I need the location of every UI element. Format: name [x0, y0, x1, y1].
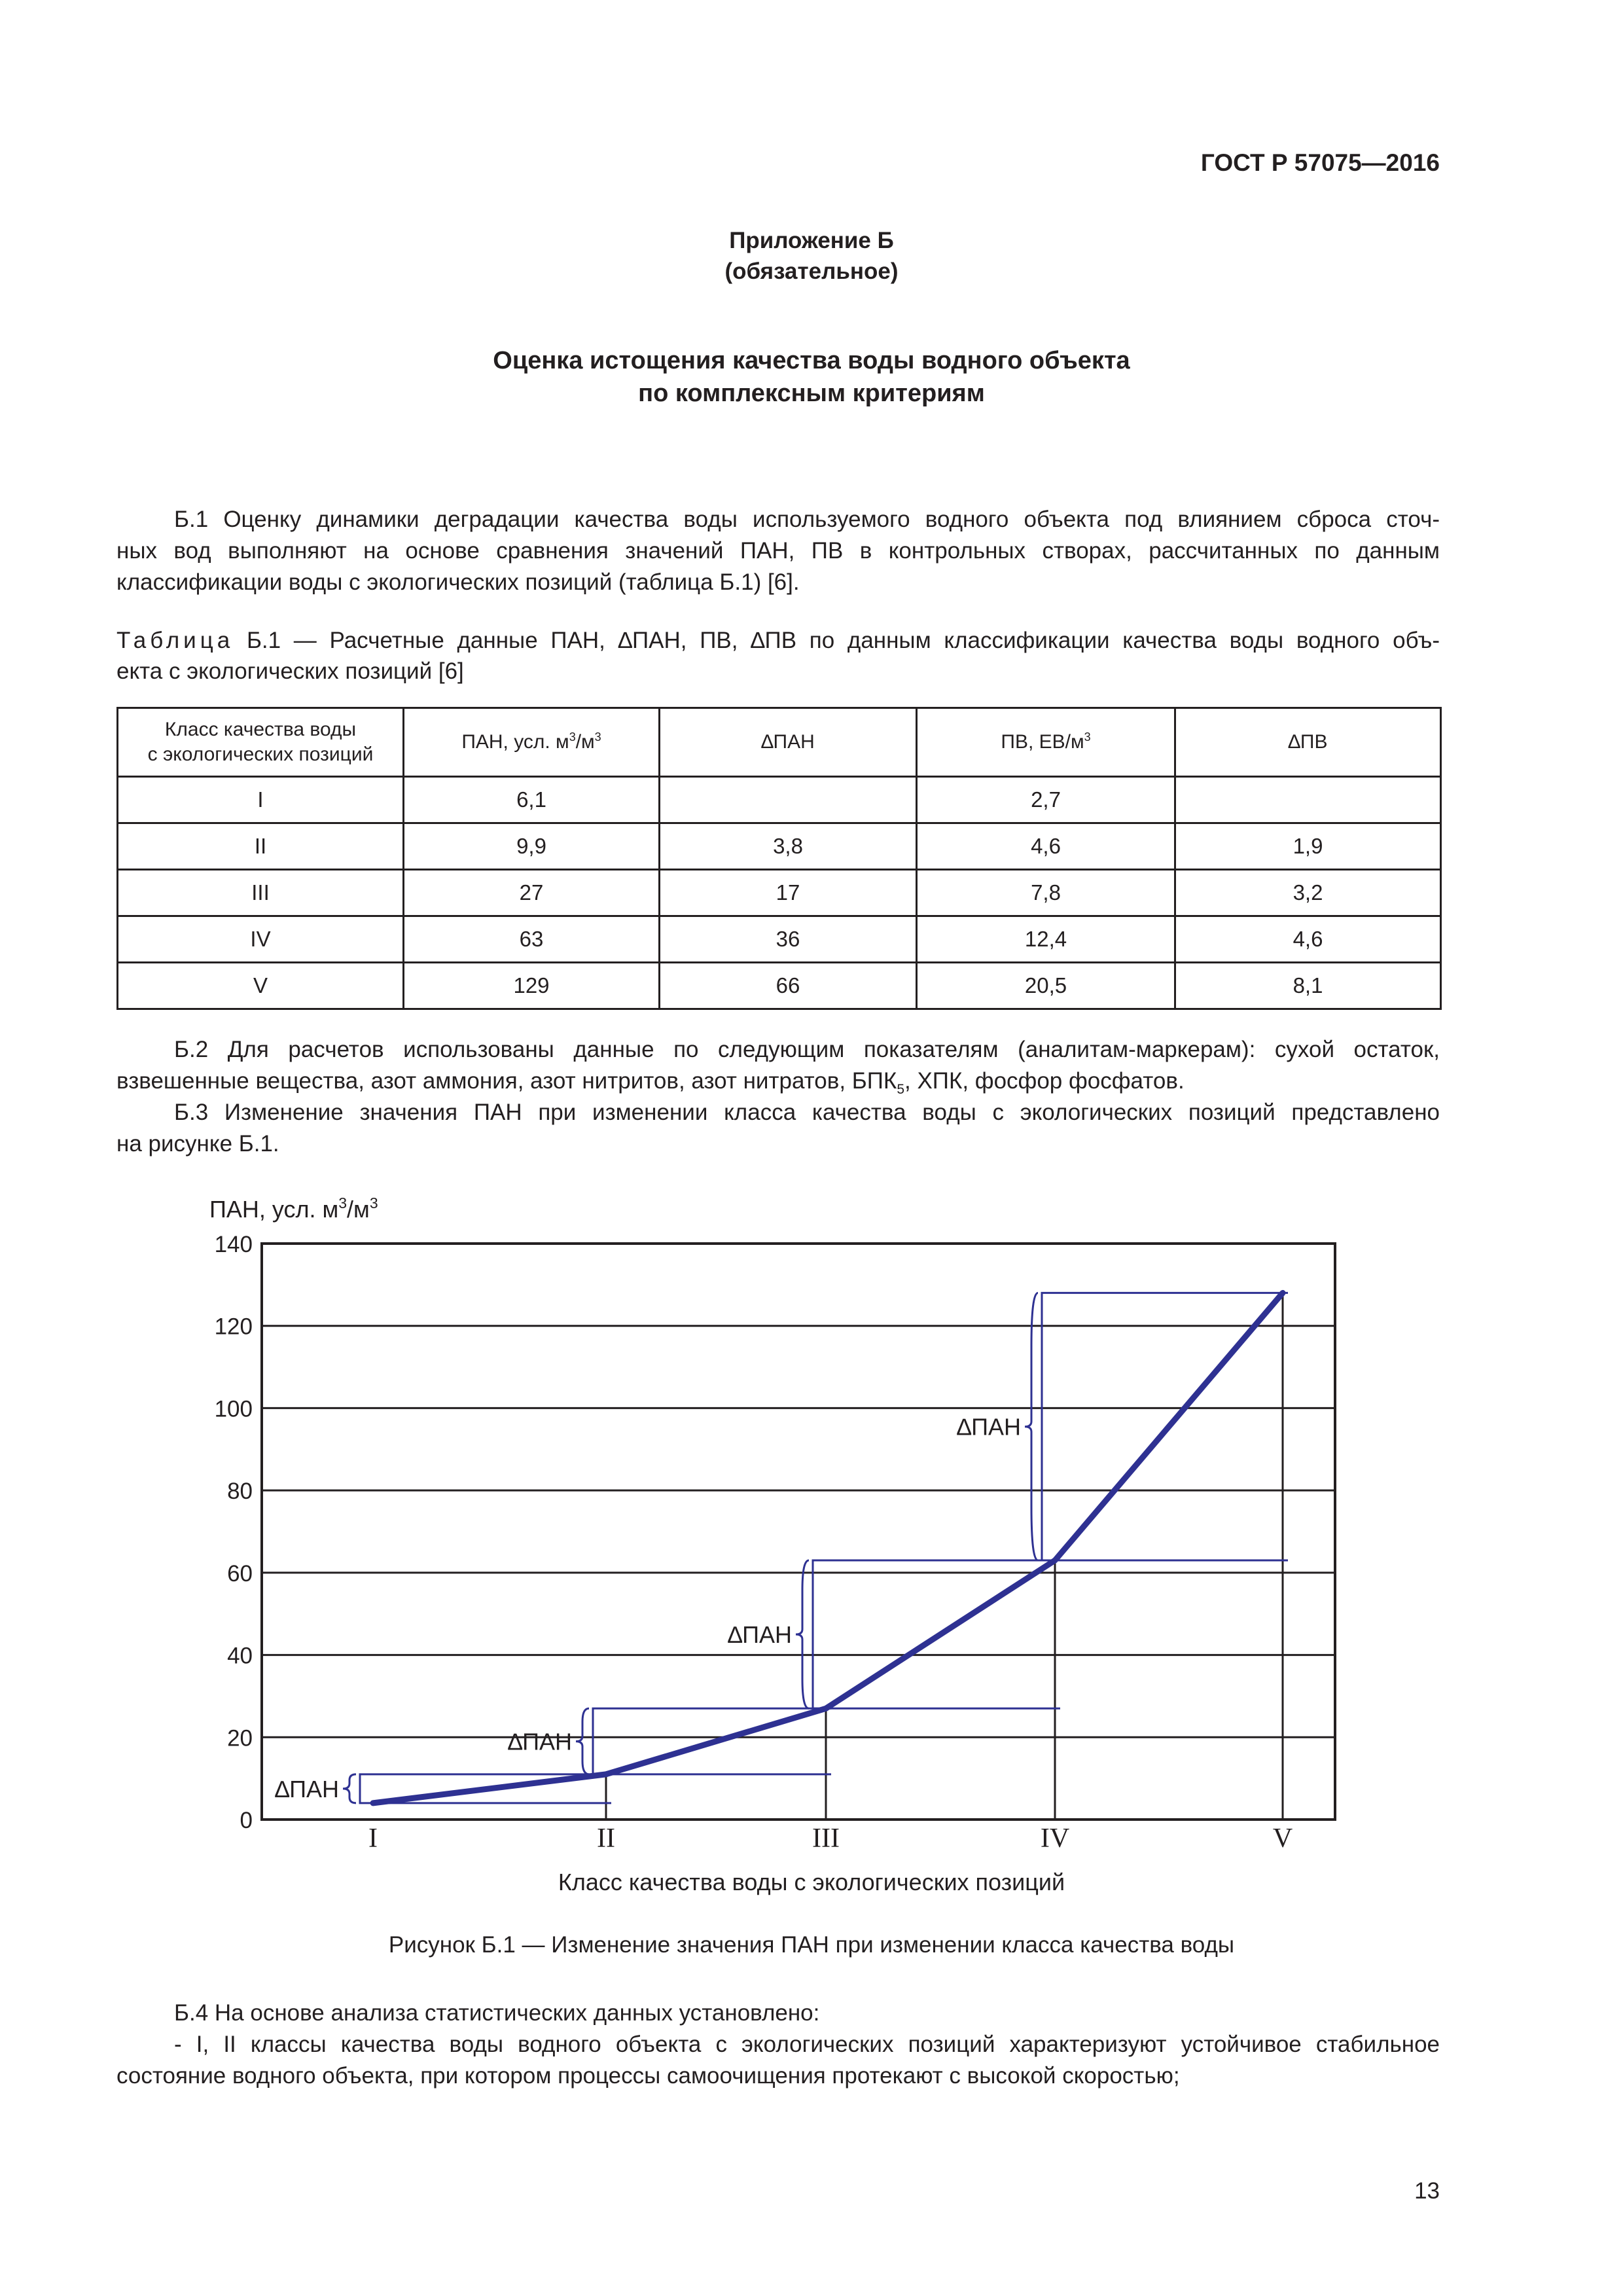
chart-data-point	[823, 1706, 829, 1711]
cell-pv: 7,8	[917, 870, 1175, 916]
header-pan: ПАН, усл. $м^3/м^3$	[404, 708, 660, 777]
chart-x-tick-label: III	[812, 1823, 840, 1854]
cell-delta-pv	[1175, 777, 1441, 823]
cell-pan: 27	[404, 870, 660, 916]
chart-grid	[262, 1244, 1335, 1820]
cell-delta-pan: 66	[660, 963, 917, 1009]
table-row	[118, 870, 1441, 916]
chart-x-tick-label: V	[1272, 1823, 1293, 1854]
table-row	[118, 963, 1441, 1009]
table-row	[118, 916, 1441, 963]
chart-plot-frame	[262, 1244, 1335, 1820]
table-b1	[116, 707, 1442, 1010]
cell-pv: 2,7	[917, 777, 1175, 823]
cell-delta-pan	[660, 777, 917, 823]
chart-data-point	[1052, 1558, 1058, 1563]
cell-pv: 4,6	[917, 823, 1175, 870]
appendix-label: Приложение Б	[729, 228, 894, 253]
cell-delta-pv: 1,9	[1175, 823, 1441, 870]
appendix-title-line2: по комплексным критериям	[638, 380, 985, 407]
header-delta-pv: ∆ПВ	[1175, 708, 1441, 777]
chart-delta-brace	[576, 1708, 589, 1774]
header-pv: ПВ, $ЕВ/м^3$	[917, 708, 1175, 777]
chart-y-tick-label: 100	[214, 1396, 253, 1422]
para-b4-line1: Б.4 На основе анализа статистических данных установлено:	[174, 2000, 820, 2026]
chart-data-point	[1280, 1290, 1285, 1295]
chart-data-point	[370, 1801, 376, 1806]
appendix-title-line1: Оценка истощения качества воды водного объекта	[493, 347, 1130, 374]
cell-pan: 6,1	[404, 777, 660, 823]
chart-x-tick-label: I	[368, 1823, 378, 1854]
chart-delta-label: ∆ПАН	[508, 1728, 572, 1755]
chart-delta-brace	[343, 1774, 356, 1803]
cell-class: III	[118, 870, 404, 916]
para-b1-line1: Б.1 Оценку динамики деградации качества воды используемого водного объекта под влиянием сброса сточ-	[174, 507, 1440, 532]
para-b4-line3: состояние водного объекта, при котором процессы самоочищения протекают с высокой скоростью;	[116, 2063, 1180, 2089]
chart-data-point	[603, 1772, 609, 1777]
table-caption-text: Б.1 — Расчетные данные ПАН, ∆ПАН, ПВ, ∆ПВ по данным классификации качества воды водного объ-	[234, 628, 1440, 653]
figure-b1-chart	[196, 1191, 1361, 1905]
para-b2-line1: Б.2 Для расчетов использованы данные по следующим показателям (аналитам-маркерам): сухой остаток,	[174, 1037, 1440, 1062]
cell-pv: 20,5	[917, 963, 1175, 1009]
chart-y-tick-label: 140	[214, 1232, 253, 1257]
cell-class: IV	[118, 916, 404, 963]
chart-y-tick-label: 0	[240, 1808, 253, 1833]
cell-pan: 63	[404, 916, 660, 963]
chart-y-tick-label: 40	[227, 1643, 253, 1669]
chart-delta-label: ∆ПАН	[957, 1413, 1021, 1441]
para-b2-line2: взвешенные вещества, азот аммония, азот нитритов, азот нитратов, $БПК_5$, ХПК, фосфор фосфатов.	[116, 1068, 1185, 1097]
table-caption-line1	[116, 625, 1440, 656]
para-b3-line1: Б.3 Изменение значения ПАН при изменении класса качества воды с экологических позиций представлено	[174, 1100, 1440, 1125]
appendix-status: (обязательное)	[724, 259, 899, 284]
chart-x-axis-label: Класс качества воды с экологических позиций	[558, 1869, 1065, 1895]
chart-y-tick-label: 60	[227, 1560, 253, 1587]
header-delta-pan: ∆ПАН	[660, 708, 917, 777]
cell-delta-pan: 17	[660, 870, 917, 916]
cell-delta-pv: 4,6	[1175, 916, 1441, 963]
table-caption-line2: екта с экологических позиций [6]	[116, 658, 464, 684]
cell-class: I	[118, 777, 404, 823]
document-code: ГОСТ Р 57075—2016	[1200, 149, 1440, 176]
para-b4-line2: - I, II классы качества воды водного объекта с экологических позиций характеризуют устойчивое стабильное	[174, 2032, 1440, 2057]
cell-delta-pv: 8,1	[1175, 963, 1441, 1009]
table-header-row	[118, 708, 1441, 777]
cell-delta-pan: 36	[660, 916, 917, 963]
chart-delta-brace	[1025, 1293, 1038, 1560]
cell-delta-pv: 3,2	[1175, 870, 1441, 916]
table-row	[118, 777, 1441, 823]
chart-x-tick-label: II	[597, 1823, 615, 1854]
chart-y-tick-label: 20	[227, 1725, 253, 1751]
cell-pan: 129	[404, 963, 660, 1009]
para-b1-line2: ных вод выполняют на основе сравнения значений ПАН, ПВ в контрольных створах, рассчитанных по данным	[116, 538, 1440, 564]
figure-caption: Рисунок Б.1 — Изменение значения ПАН при изменении класса качества воды	[388, 1932, 1235, 1958]
para-b1-line3: классификации воды с экологических позиций (таблица Б.1) [6].	[116, 569, 800, 595]
page-number: 13	[1414, 2178, 1440, 2204]
chart-delta-label: ∆ПАН	[728, 1621, 792, 1649]
cell-class: II	[118, 823, 404, 870]
chart-x-tick-label: IV	[1040, 1823, 1070, 1854]
chart-y-tick-label: 80	[227, 1479, 253, 1505]
table-caption-label: Таблица	[116, 628, 234, 653]
chart-delta-label: ∆ПАН	[275, 1775, 339, 1803]
para-b3-line2: на рисунке Б.1.	[116, 1131, 279, 1157]
header-class: Класс качества воды с экологических позиций	[118, 708, 404, 777]
cell-delta-pan: 3,8	[660, 823, 917, 870]
chart-y-tick-label: 120	[214, 1314, 253, 1340]
cell-pan: 9,9	[404, 823, 660, 870]
chart-series-line	[373, 1293, 1283, 1803]
cell-pv: 12,4	[917, 916, 1175, 963]
chart-y-axis-label: ПАН, усл. $м^3/м^3$	[209, 1194, 378, 1223]
table-row	[118, 823, 1441, 870]
cell-class: V	[118, 963, 404, 1009]
chart-delta-steps	[275, 1293, 1288, 1803]
chart-delta-brace	[796, 1560, 809, 1708]
